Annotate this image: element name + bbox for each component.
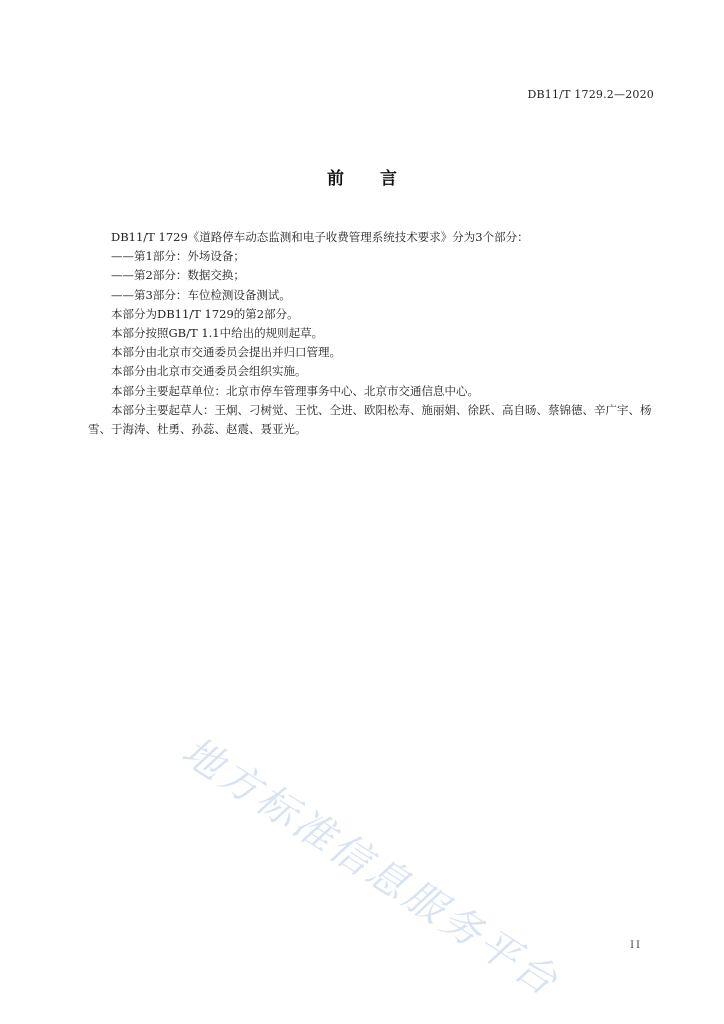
paragraph-implementer: 本部分由北京市交通委员会组织实施。 [111, 364, 307, 379]
watermark: 地方标准信息服务平台 [173, 728, 568, 1007]
paragraph-proposer: 本部分由北京市交通委员会提出并归口管理。 [111, 345, 341, 360]
document-code: DB11/T 1729.2—2020 [527, 88, 654, 101]
paragraph-part-3: ——第3部分：车位检测设备测试。 [111, 287, 291, 302]
foreword-body [88, 228, 658, 439]
paragraph-drafting-rules: 本部分按照GB/T 1.1中给出的规则起草。 [111, 326, 324, 341]
paragraph-parts-intro: DB11/T 1729《道路停车动态监测和电子收费管理系统技术要求》分为3个部分： [111, 230, 529, 244]
paragraph-drafters: 本部分主要起草人：王炯、刁树觉、王忱、仝进、欧阳松寿、施丽娟、徐跃、高自旸、蔡锦德、辛广宇、杨雪、于海涛、杜勇、孙蕊、赵震、聂亚光。 [88, 402, 652, 437]
paragraph-part-1: ——第1部分：外场设备； [111, 249, 245, 264]
page-number: II [630, 940, 642, 951]
paragraph-this-part: 本部分为DB11/T 1729的第2部分。 [111, 306, 299, 321]
paragraph-part-2: ——第2部分：数据交换； [111, 268, 245, 283]
section-title: 前言 [327, 169, 433, 189]
paragraph-drafting-units: 本部分主要起草单位：北京市停车管理事务中心、北京市交通信息中心。 [111, 383, 479, 398]
